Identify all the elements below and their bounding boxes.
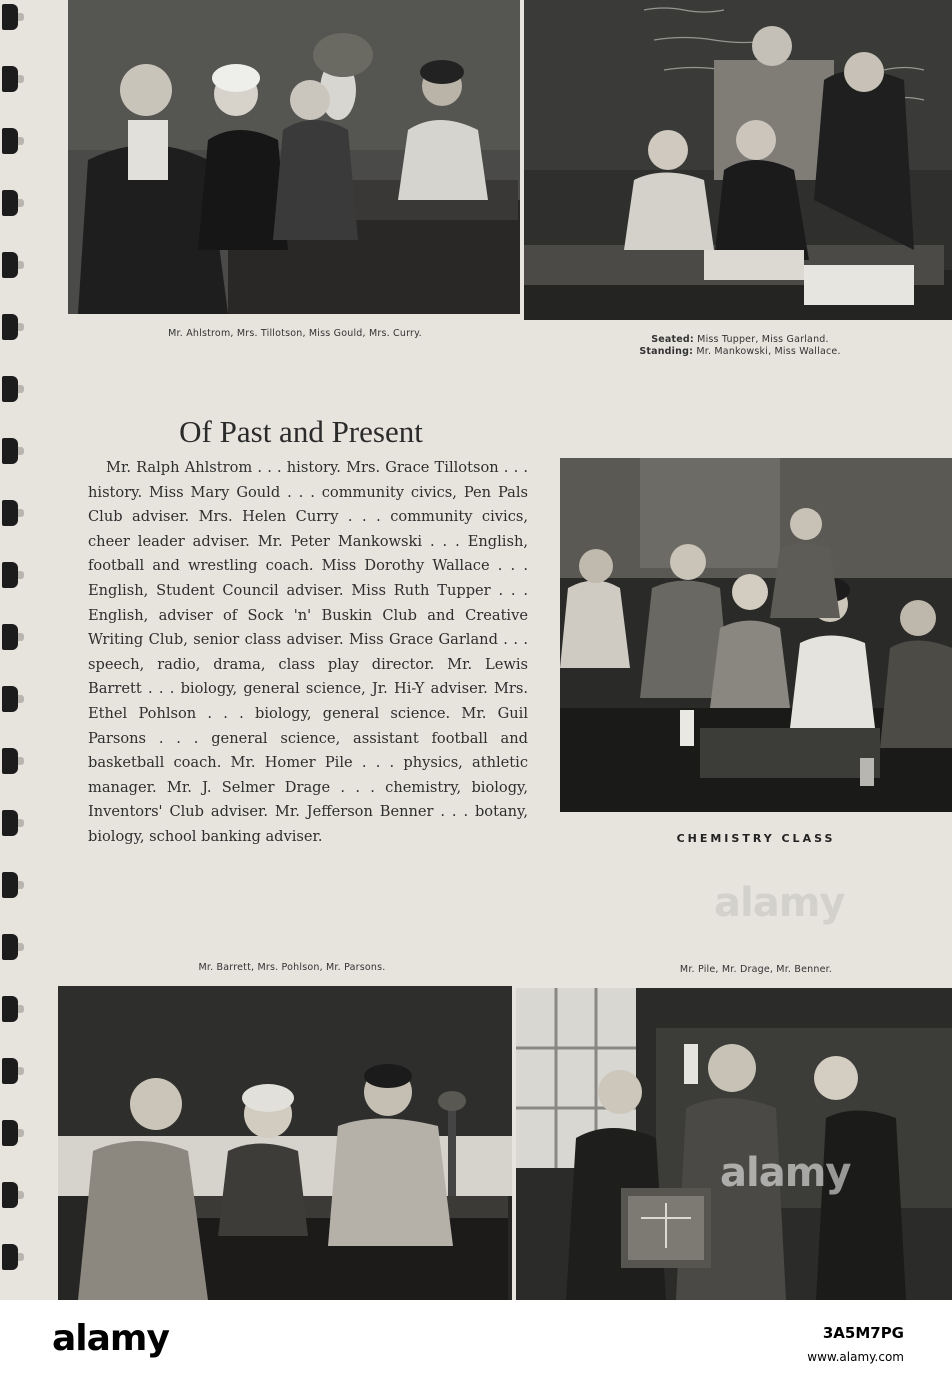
caption-bottom-right: Mr. Pile, Mr. Drage, Mr. Benner.: [679, 964, 833, 975]
footer-logo: alamy: [52, 1318, 169, 1359]
caption-bottom-left: Mr. Barrett, Mrs. Pohlson, Mr. Parsons.: [198, 962, 386, 973]
chemistry-class-caption: CHEMISTRY CLASS: [676, 832, 836, 845]
photo-chemistry-class: [560, 458, 952, 812]
footer-image-id: 3A5M7PG: [822, 1324, 904, 1342]
watermark-bottom-right: alamy: [720, 1150, 851, 1196]
photo-teachers-biology-science: [58, 986, 512, 1300]
footer-url: www.alamy.com: [807, 1350, 904, 1364]
caption-standing-label: Standing:: [639, 346, 694, 357]
photo-teachers-physics-chemistry: [516, 988, 952, 1300]
caption-top-right: [560, 334, 920, 358]
caption-seated-names: Miss Tupper, Miss Garland.: [697, 334, 829, 345]
caption-top-left: Mr. Ahlstrom, Mrs. Tillotson, Miss Gould, Mrs. Curry.: [168, 328, 422, 339]
caption-standing-names: Mr. Mankowski, Miss Wallace.: [696, 346, 841, 357]
spiral-binding: [0, 0, 26, 1300]
watermark-center: alamy: [714, 880, 845, 926]
article-body: Mr. Ralph Ahlstrom . . . history. Mrs. Grace Tillotson . . . history. Miss Mary Gould . . . community civics, Pen Pals Club adviser. Mrs. Helen Curry . . . community civics, cheer leader adviser. Mr. Peter Mankowski . . . English, football and wrestling coach. Miss Dorothy Wallace . . . English, Student Council adviser. Miss Ruth Tupper . . . English, adviser of Sock 'n' Buskin Club and Creative Writing Club, senior class adviser. Miss Grace Garland . . . speech, radio, drama, class play director. Mr. Lewis Barrett . . . biology, general science, Jr. Hi-Y adviser. Mrs. Ethel Pohlson . . . biology, general science. Mr. Guil Parsons . . . general science, assistant football and basketball coach. Mr. Homer Pile . . . physics, athletic manager. Mr. J. Selmer Drage . . . chemistry, biology, Inventors' Club adviser. Mr. Jefferson Benner . . . botany, biology, school banking adviser.: [88, 459, 528, 845]
caption-seated-label: Seated:: [651, 334, 694, 345]
photo-teachers-history-civics: [68, 0, 520, 314]
article-heading: Of Past and Present: [179, 414, 423, 449]
photo-teachers-english-speech: [524, 0, 952, 320]
